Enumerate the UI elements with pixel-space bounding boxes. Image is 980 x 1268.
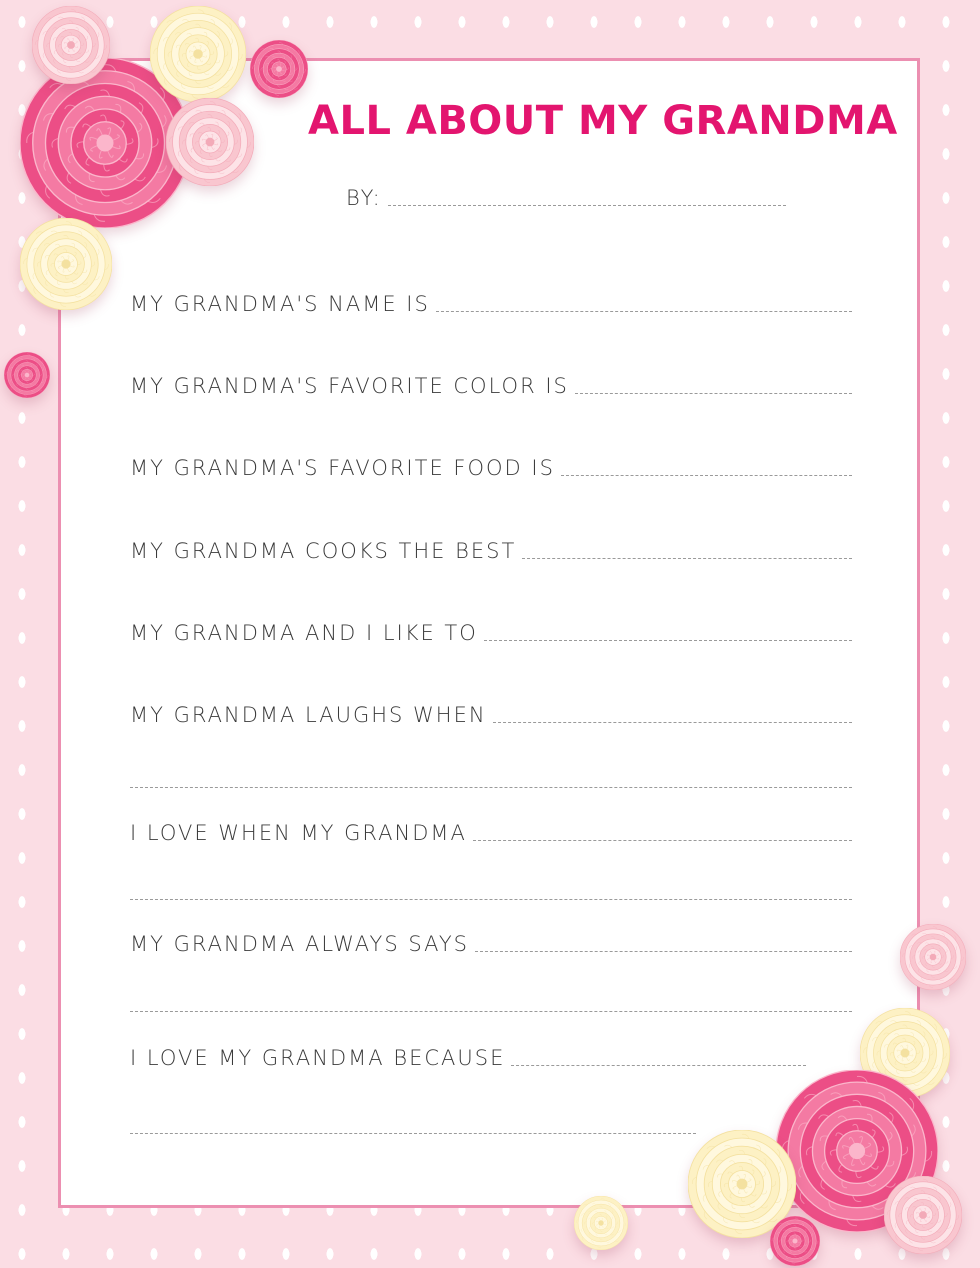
rose-icon	[884, 1176, 962, 1254]
prompt-row-because	[130, 1040, 806, 1072]
prompt-row-name	[130, 286, 852, 318]
rose-icon	[4, 352, 50, 398]
answer-blank-line[interactable]	[493, 721, 852, 723]
prompt-label: I LOVE WHEN MY GRANDMA	[130, 821, 467, 845]
answer-blank-line[interactable]	[511, 1064, 806, 1066]
prompt-label: MY GRANDMA ALWAYS SAYS	[130, 932, 469, 956]
answer-blank-line-continued[interactable]	[130, 786, 852, 788]
prompt-row-food	[130, 450, 852, 482]
answer-blank-line[interactable]	[575, 392, 852, 394]
prompt-row-like-to	[130, 615, 852, 647]
prompt-row-always-says	[130, 926, 852, 958]
rose-icon	[150, 6, 246, 102]
title-text: ALL ABOUT MY GRANDMA	[308, 98, 898, 144]
prompt-label: MY GRANDMA'S FAVORITE FOOD IS	[130, 456, 555, 480]
answer-blank-line[interactable]	[473, 839, 852, 841]
prompt-row-color	[130, 368, 852, 400]
rose-icon	[20, 218, 112, 310]
prompt-label: MY GRANDMA'S FAVORITE COLOR IS	[130, 374, 569, 398]
prompt-label: MY GRANDMA'S NAME IS	[130, 292, 430, 316]
prompt-label: MY GRANDMA AND I LIKE TO	[130, 621, 478, 645]
answer-blank-line-continued[interactable]	[130, 1010, 852, 1012]
answer-blank-line[interactable]	[436, 310, 852, 312]
rose-icon	[32, 6, 110, 84]
answer-blank-line-continued[interactable]	[130, 1132, 696, 1134]
rose-icon	[574, 1196, 628, 1250]
prompt-row-cooks	[130, 533, 852, 565]
author-field	[346, 180, 786, 212]
rose-icon	[250, 40, 308, 98]
rose-icon	[900, 924, 966, 990]
prompt-label: MY GRANDMA COOKS THE BEST	[130, 539, 517, 563]
rose-icon	[770, 1216, 820, 1266]
answer-blank-line[interactable]	[484, 639, 852, 641]
prompt-row-love-when	[130, 815, 852, 847]
prompt-row-laughs	[130, 697, 852, 729]
rose-icon	[166, 98, 254, 186]
author-blank-line[interactable]	[388, 204, 786, 206]
by-label: BY:	[346, 186, 382, 210]
answer-blank-line[interactable]	[561, 474, 852, 476]
page-title	[308, 98, 898, 154]
answer-blank-line[interactable]	[475, 950, 852, 952]
answer-blank-line-continued[interactable]	[130, 898, 852, 900]
prompt-label: MY GRANDMA LAUGHS WHEN	[130, 703, 487, 727]
prompt-label: I LOVE MY GRANDMA BECAUSE	[130, 1046, 506, 1070]
answer-blank-line[interactable]	[522, 557, 852, 559]
